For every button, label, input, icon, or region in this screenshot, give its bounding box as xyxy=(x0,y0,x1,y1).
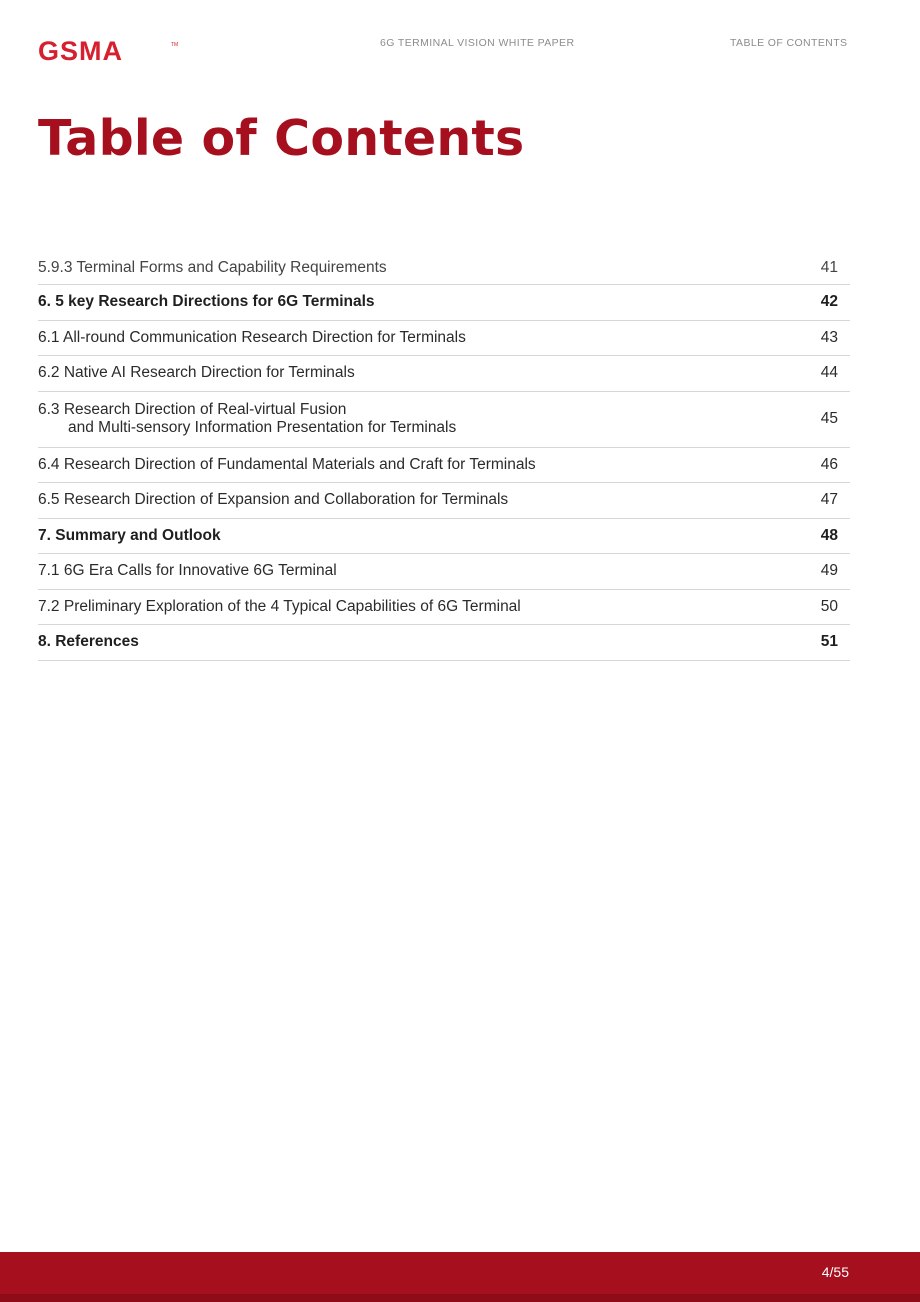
toc-entry-label: 8. References xyxy=(38,633,139,651)
page-title: Table of Contents xyxy=(38,110,525,167)
toc-entry-page: 44 xyxy=(820,364,838,382)
toc-entry-6-1[interactable] xyxy=(38,321,850,357)
toc-entry-page: 47 xyxy=(820,491,838,509)
toc-entry-label-line1: 6.3 Research Direction of Real-virtual Fusion xyxy=(38,401,347,418)
toc-entry-6-5[interactable] xyxy=(38,483,850,519)
toc-entry-7-2[interactable] xyxy=(38,590,850,626)
toc-entry-6-2[interactable] xyxy=(38,356,850,392)
toc-entry-page: 43 xyxy=(820,328,838,346)
toc-entry-label: 6. 5 key Research Directions for 6G Terminals xyxy=(38,293,375,311)
toc-entry-label: 6.5 Research Direction of Expansion and Collaboration for Terminals xyxy=(38,491,509,509)
toc-entry-page: 51 xyxy=(820,633,838,651)
toc-entry-page: 49 xyxy=(820,562,838,580)
toc-entry-5-9-3[interactable] xyxy=(38,252,850,285)
toc-entry-label: 5.9.3 Terminal Forms and Capability Requirements xyxy=(38,259,387,276)
toc-entry-page: 50 xyxy=(820,597,838,615)
toc-entry-page: 41 xyxy=(820,259,838,276)
footer-bar xyxy=(0,1252,920,1302)
toc-entry-label: 7. Summary and Outlook xyxy=(38,526,221,544)
toc-entry-label: 7.1 6G Era Calls for Innovative 6G Terminal xyxy=(38,562,337,580)
toc-entry-label xyxy=(38,401,456,437)
page-number: 4/55 xyxy=(821,1264,849,1280)
toc-entry-label-line2: and Multi-sensory Information Presentation for Terminals xyxy=(68,419,457,436)
footer-stripe xyxy=(0,1294,920,1302)
toc-entry-6-3[interactable] xyxy=(38,392,850,448)
toc-entry-label: 7.2 Preliminary Exploration of the 4 Typical Capabilities of 6G Terminal xyxy=(38,597,521,615)
svg-text:TM: TM xyxy=(171,42,179,48)
toc-entry-label: 6.4 Research Direction of Fundamental Materials and Craft for Terminals xyxy=(38,455,536,473)
toc-entry-7-1[interactable] xyxy=(38,554,850,590)
toc-entry-label: 6.1 All-round Communication Research Direction for Terminals xyxy=(38,328,466,346)
toc-entry-page: 48 xyxy=(820,526,838,544)
section-title: TABLE OF CONTENTS xyxy=(730,37,848,49)
toc-entry-page: 42 xyxy=(820,293,838,311)
toc-entry-page: 45 xyxy=(820,410,838,427)
toc-entry-page: 46 xyxy=(820,455,838,473)
toc-entry-7[interactable] xyxy=(38,519,850,555)
svg-text:GSMA: GSMA xyxy=(38,38,123,62)
table-of-contents xyxy=(38,252,850,661)
gsma-logo xyxy=(38,38,180,62)
toc-entry-6-4[interactable] xyxy=(38,448,850,484)
document-title: 6G TERMINAL VISION WHITE PAPER xyxy=(380,37,575,49)
toc-entry-label: 6.2 Native AI Research Direction for Terminals xyxy=(38,364,355,382)
toc-entry-8[interactable] xyxy=(38,625,850,661)
toc-entry-6[interactable] xyxy=(38,285,850,321)
